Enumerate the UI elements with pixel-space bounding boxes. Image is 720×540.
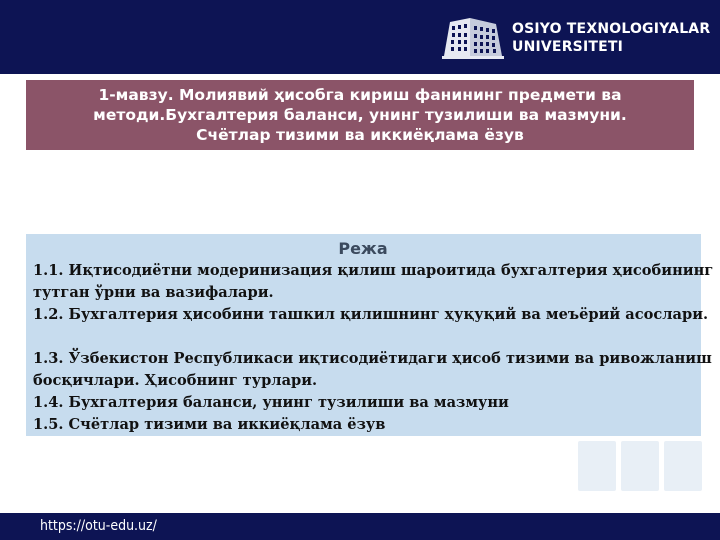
university-name-line1: OSIYO TEXNOLOGIYALAR — [512, 21, 711, 37]
plan-item-line: 1.4. Бухгалтерия баланси, унинг тузилиши ва мазмуни — [33, 394, 509, 411]
plan-item-line: 1.1. Иқтисодиётни модеринизация қилиш шароитида бухгалтерия ҳисобининг — [33, 262, 714, 279]
university-name-line2: UNIVERSITETI — [512, 39, 624, 55]
decorative-tile — [578, 441, 616, 491]
university-name — [512, 20, 712, 56]
plan-item-line: 1.3. Ўзбекистон Республикаси иқтисодиётидаги ҳисоб тизими ва ривожланиш — [33, 350, 712, 367]
decorative-tile — [664, 441, 702, 491]
header-bar — [0, 0, 720, 74]
decorative-tile — [621, 441, 659, 491]
lecture-title-line3: Счётлар тизими ва иккиёқлама ёзув — [196, 126, 524, 144]
lecture-title-line1: 1-мавзу. Молиявий ҳисобга кириш фанининг предмети ва — [98, 86, 622, 104]
university-building-icon — [440, 16, 506, 62]
plan-heading: Режа — [338, 239, 388, 258]
footer-bar — [0, 513, 720, 540]
plan-item-line: 1.2. Бухгалтерия ҳисобини ташкил қилишнинг ҳуқуқий ва меъёрий асослари. — [33, 306, 709, 323]
plan-spacer — [33, 326, 693, 348]
plan-item-line: 1.5. Счётлар тизими ва иккиёқлама ёзув — [33, 416, 386, 433]
lecture-title-line2: методи.Бухгалтерия баланси, унинг тузилиши ва мазмуни. — [93, 106, 627, 124]
plan-item-line: тутган ўрни ва вазифалари. — [33, 284, 274, 301]
plan-box — [26, 234, 714, 436]
website-link[interactable]: https://otu-edu.uz/ — [40, 518, 157, 534]
plan-item-line: босқичлари. Ҳисобнинг турлари. — [33, 372, 318, 389]
lecture-title — [26, 80, 694, 150]
